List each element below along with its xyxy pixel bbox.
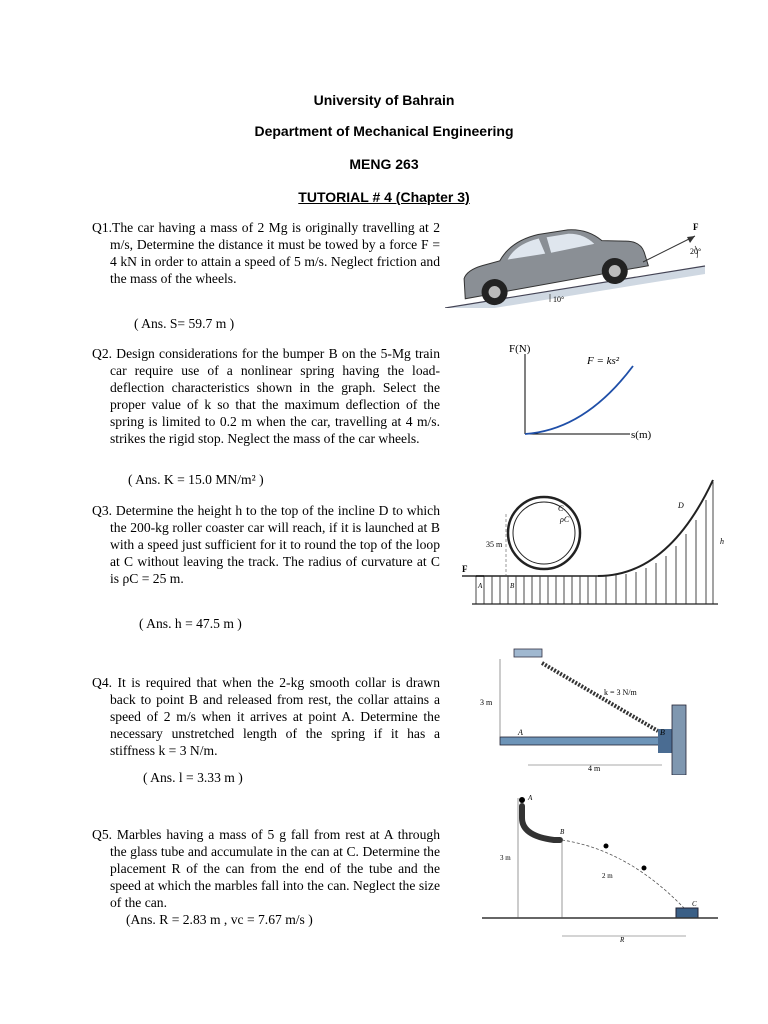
question-text: Marbles having a mass of 5 g fall from rest at A through the glass tube and accumulate in the can at C. Determine the placement R of the can from the end of the tube and the speed at which the marbles fall into the can. Neglect the size of the can. <box>110 827 440 910</box>
question-text: It is required that when the 2-kg smooth collar is drawn back to point B and released from rest, the collar attains a speed of 2 m/s when it arrives at point A. Determine the necessary unstretched length of the spring if it has a stiffness k = 3 N/m. <box>110 675 440 758</box>
department-title: Department of Mechanical Engineering <box>254 123 514 139</box>
question-2 <box>92 345 440 447</box>
roller-coaster-figure <box>458 478 733 613</box>
equation-label: F = ks² <box>587 355 620 367</box>
rho-label: ρC <box>560 515 570 524</box>
question-text: The car having a mass of 2 Mg is originally travelling at 2 m/s, Determine the distance it must be towed by a force F = 4 kN in order to attain a speed of 5 m/s. Neglect friction and the mass of the wheels. <box>110 220 440 286</box>
pin-support <box>514 649 542 657</box>
answer-2: ( Ans. K = 15.0 MN/m² ) <box>128 472 264 487</box>
height-label: 35 m <box>486 540 503 549</box>
trajectory <box>562 840 684 908</box>
load-deflection-curve <box>525 366 633 434</box>
point-a-label: A <box>518 728 523 737</box>
height-label-2: 2 m <box>602 872 613 880</box>
spring-graph-figure <box>505 340 665 445</box>
glass-tube <box>522 806 560 840</box>
question-text: Design considerations for the bumper B on the 5-Mg train car require use of a nonlinear spring having the load-deflection characteristics shown in the graph. Select the proper value of k so that the maximum deflection of the spring is limited to 0.2 m when the car, travelling at 4 m/s. strikes the rigid stop. Neglect the mass of the car wheels. <box>110 346 440 446</box>
force-label: F <box>462 564 468 574</box>
point-b-label: B <box>660 728 665 737</box>
answer-3: ( Ans. h = 47.5 m ) <box>139 616 242 631</box>
answer-4: ( Ans. l = 3.33 m ) <box>143 770 243 785</box>
point-c-label: C <box>558 504 564 513</box>
angle-label: 20° <box>690 247 702 256</box>
question-1 <box>92 219 440 287</box>
question-number: Q4. <box>92 675 113 690</box>
answer-1: ( Ans. S= 59.7 m ) <box>134 316 235 331</box>
question-text: Determine the height h to the top of the incline D to which the 200-kg roller coaster car will reach, if it is launched at B with a speed just sufficient for it to round the top of the loop at C without leaving the track. The radius of curvature at C is ρC = 25 m. <box>110 503 440 586</box>
question-number: Q3. <box>92 503 113 518</box>
question-4 <box>92 674 440 759</box>
question-number: Q1. <box>92 220 113 235</box>
question-number: Q5. <box>92 827 113 842</box>
x-axis-label: s(m) <box>631 429 652 441</box>
point-a-label: A <box>528 794 533 802</box>
tutorial-title <box>0 189 768 205</box>
loop-track <box>508 497 580 569</box>
point-b-label: B <box>510 582 515 590</box>
tow-rope <box>643 236 695 262</box>
point-c-label: C <box>692 900 697 908</box>
y-axis-label: F(N) <box>509 343 531 355</box>
marble-figure <box>478 790 723 950</box>
point-a-label: A <box>478 582 483 590</box>
course-code: MENG 263 <box>349 156 419 172</box>
marble-a <box>519 797 525 803</box>
question-3 <box>92 502 440 587</box>
university-title: University of Bahrain <box>313 92 455 108</box>
stiffness-label: k = 3 N/m <box>604 688 637 697</box>
answer-5: (Ans. R = 2.83 m , vc = 7.67 m/s ) <box>126 912 313 927</box>
tutorial-title-text: TUTORIAL # 4 (Chapter 3) <box>298 189 470 205</box>
point-b-label: B <box>560 828 565 836</box>
question-5 <box>92 826 440 911</box>
height-label-1: 3 m <box>500 854 511 862</box>
force-label: F <box>693 222 699 232</box>
car-figure <box>445 218 715 308</box>
placement-label: R <box>620 936 625 944</box>
h-label: h <box>720 537 724 546</box>
height-label: 3 m <box>480 698 493 707</box>
incline-angle-label: 10° <box>553 295 565 304</box>
rod <box>500 737 670 745</box>
point-d-label: D <box>678 501 684 510</box>
can <box>676 908 698 918</box>
spring <box>542 663 658 731</box>
wall <box>672 705 686 775</box>
question-number: Q2. <box>92 346 113 361</box>
collar-figure <box>472 645 722 775</box>
length-label: 4 m <box>588 764 601 773</box>
